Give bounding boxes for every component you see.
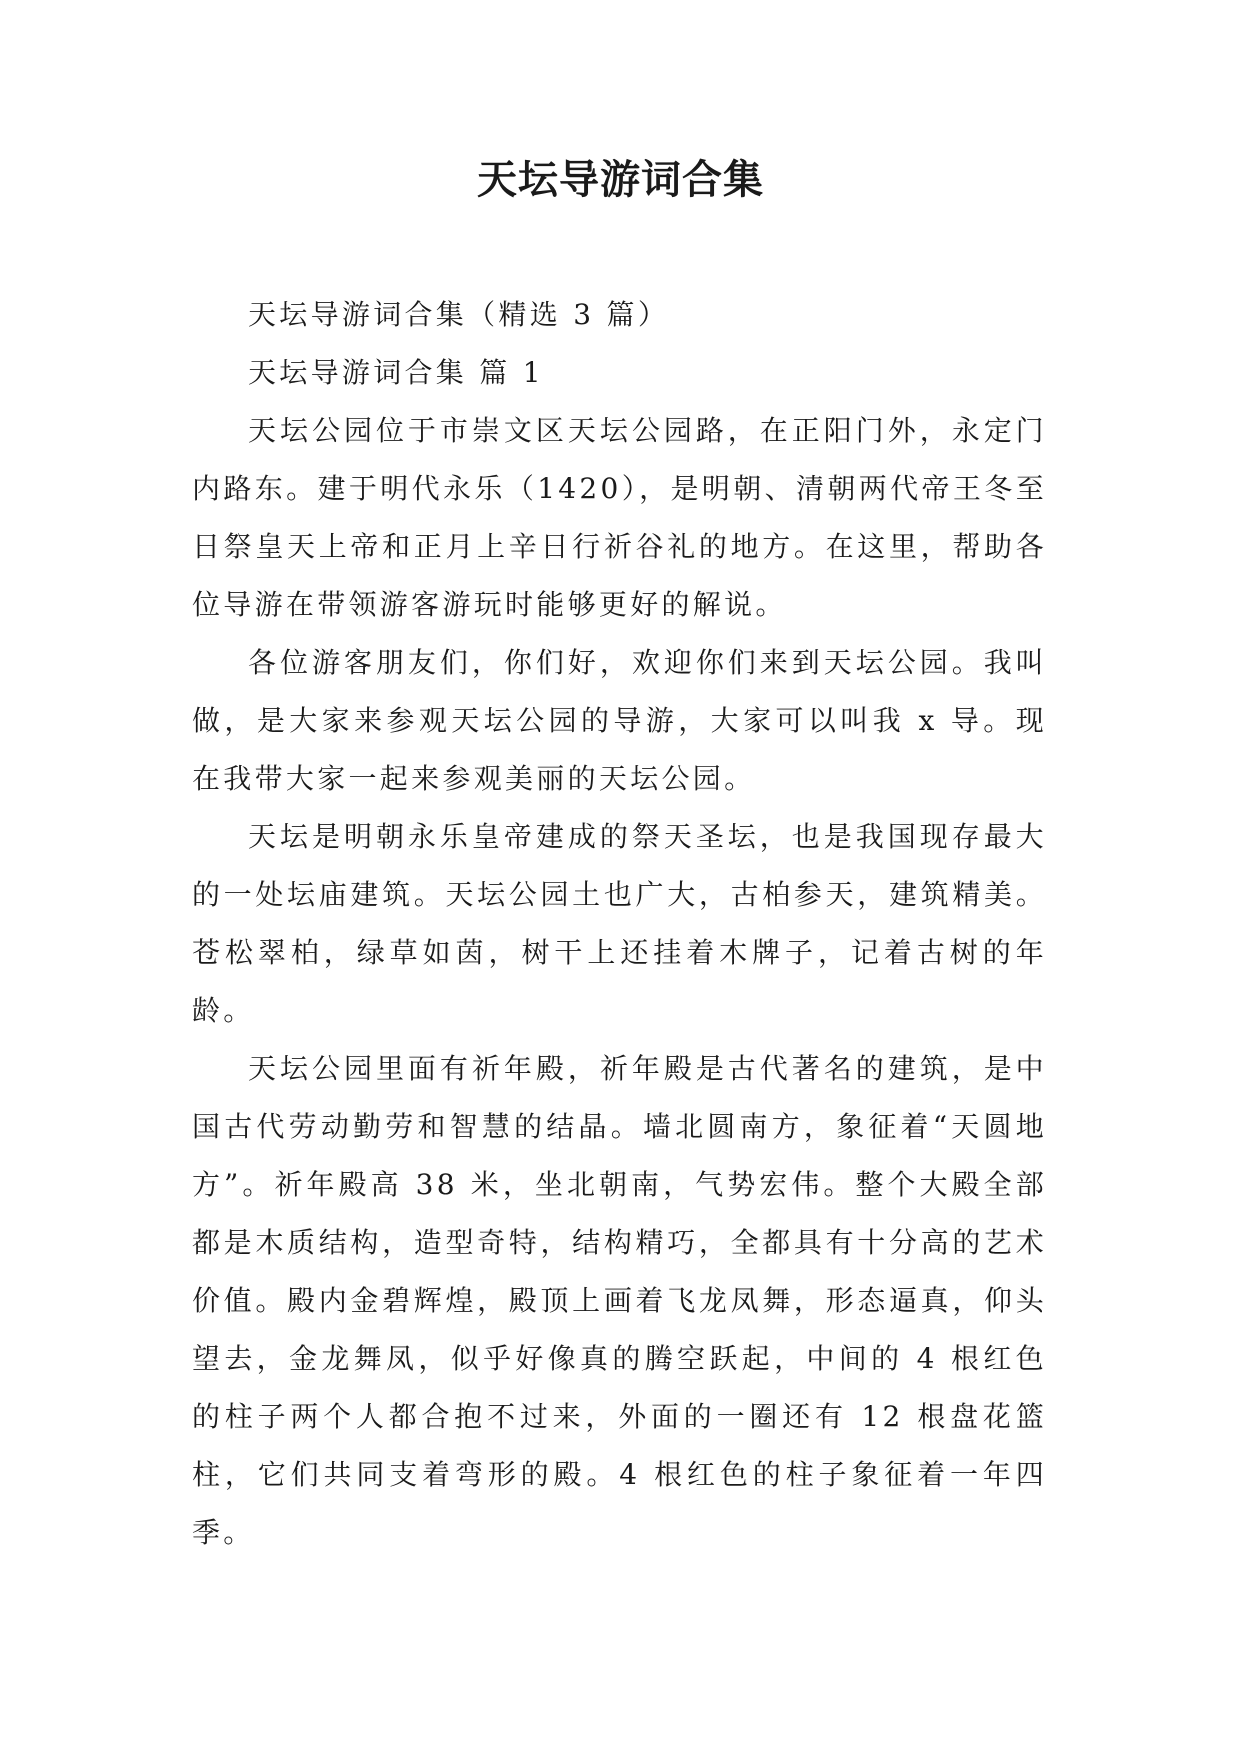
document-title: 天坛导游词合集 — [477, 156, 764, 203]
body-paragraph: 天坛公园里面有祈年殿，祈年殿是古代著名的建筑，是中国古代劳动勤劳和智慧的结晶。墙北圆南方，象征着“天圆地方”。祈年殿高 38 米，坐北朝南，气势宏伟。整个大殿全部都是木质结构，造型奇特，结构精巧，全都具有十分高的艺术价值。殿内金碧辉煌，殿顶上画着飞龙凤舞，形态逼真，仰头望去，金龙舞凤，似乎好像真的腾空跃起，中间的 4 根红色的柱子两个人都合抱不过来，外面的一圈还有 12 根盘花篮柱，它们共同支着弯形的殿。4 根红色的柱子象征着一年四季。 — [192, 1052, 1047, 1549]
body-paragraph: 各位游客朋友们，你们好，欢迎你们来到天坛公园。我叫做，是大家来参观天坛公园的导游，大家可以叫我 x 导。现在我带大家一起来参观美丽的天坛公园。 — [192, 646, 1047, 795]
body-paragraph: 天坛是明朝永乐皇帝建成的祭天圣坛，也是我国现存最大的一处坛庙建筑。天坛公园土也广大，古柏参天，建筑精美。苍松翠柏，绿草如茵，树干上还挂着木牌子，记着古树的年龄。 — [192, 820, 1047, 1027]
body-paragraph: 天坛公园位于市崇文区天坛公园路，在正阳门外，永定门内路东。建于明代永乐（1420），是明朝、清朝两代帝王冬至日祭皇天上帝和正月上辛日行祈谷礼的地方。在这里，帮助各位导游在带领游客游玩时能够更好的解说。 — [192, 414, 1047, 621]
section-heading: 天坛导游词合集 篇 1 — [248, 356, 544, 389]
subtitle-paragraph: 天坛导游词合集（精选 3 篇） — [248, 298, 670, 331]
document-body — [192, 286, 1047, 1562]
